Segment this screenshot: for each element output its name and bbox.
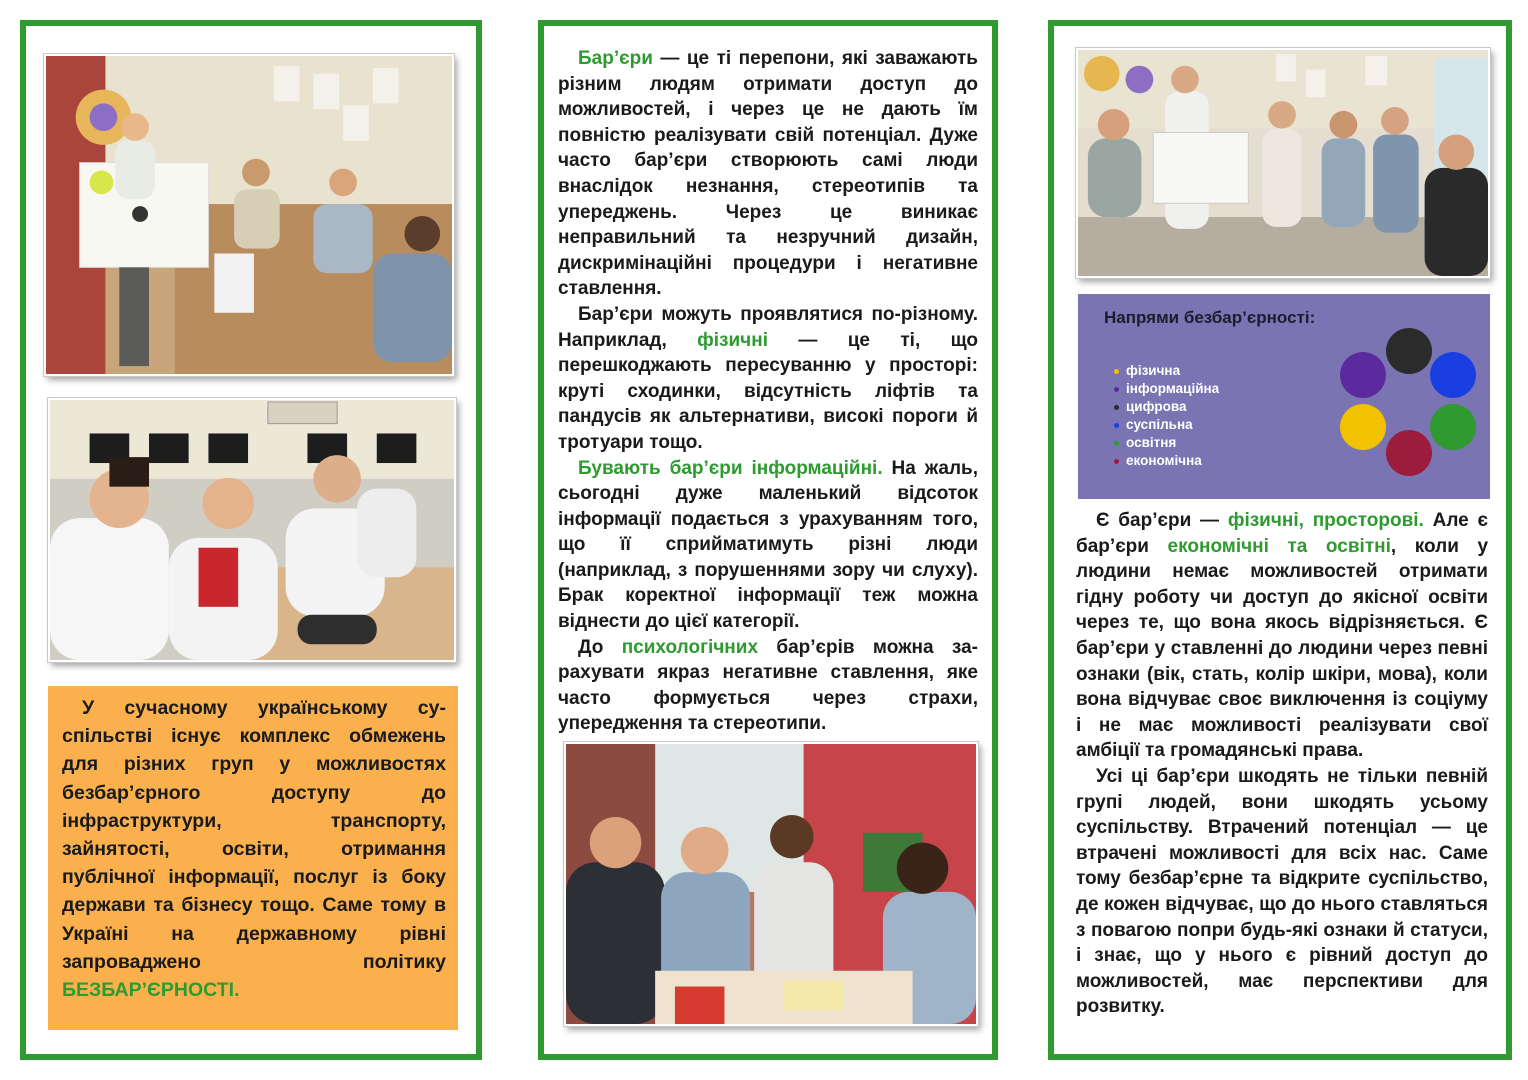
direction-item: інформаційна [1114,380,1219,398]
barrier-types-text [1076,508,1488,1020]
barriers-text [558,46,978,737]
bullet-icon [1114,441,1119,446]
physical-term: фізичні [697,329,768,351]
barrier-types-paragraph: Є бар’єри — фізичні, просторові. Але є бар’єри економічні та освітні, коли у людини немає можливостей отримати гідну роботу чи доступ до якісної освіти через те, що вона якось відрізняється. Є бар’єри у ставленні до людини через певні ознаки (вік, стать, колір шкіри, мова), коли вона відчуває своє виключення із соціуму і не має можливості реалізувати свої амбіції та громадянські права. [1076,510,1489,762]
psychological-barriers-paragraph: До психологічних бар’єрів можна зарахувати якраз негативне ставлення, яке часто формується через страхи, упередження та стереотипи. [558,636,978,735]
circle-informational-icon [1340,352,1386,398]
directions-title: Напрями безбар’єрності: [1104,308,1316,327]
direction-item: цифрова [1114,398,1219,416]
circle-societal-icon [1430,352,1476,398]
circle-digital-icon [1386,328,1432,374]
direction-item: економічна [1114,452,1219,470]
direction-item: освітня [1114,434,1219,452]
computer-class-photo [48,398,456,662]
intro-text-box [48,686,458,1030]
barriers-definition-paragraph [558,46,978,302]
psychological-term: психологічних [621,636,759,658]
barriers-definition: — це ті перепони, які заважають різним людям отримати доступ до можливостей, і через це не дають їм повністю реалізувати свій потенціал. Дуже часто бар’єри створюють самі люди внаслідок незнання, стереотипів та упереджень. Через це виникає неправильний та незручний дизайн, дискримінаційні процедури і негативне ставлення. [558,48,978,300]
information-barriers-paragraph: Бувають бар’єри інформаційні. На жаль, сьогодні дуже маленький відсоток інформації подається з урахуванням того, що її сприйматимуть різні люди (наприклад, з порушеннями зору чи слуху). Брак коректної інформації теж можна віднести до цієї категорії. [558,457,978,633]
circle-economic-icon [1386,430,1432,476]
circle-discussion-photo [1076,48,1490,278]
bezbarier-highlight: БЕЗБАР’ЄРНОСТІ. [62,979,240,1002]
accessibility-directions-infographic [1078,294,1490,499]
direction-item: суспільна [1114,416,1219,434]
bullet-icon [1114,369,1119,374]
bullet-icon [1114,459,1119,464]
information-term: Бувають бар’єри інформаційні. [578,457,883,479]
society-paragraph: Усі ці бар’єри шкодять не тільки певній групі людей, вони шкодять усьому суспільству. Втрачений потенціал — це втрачені можливості для всіх нас. Саме тому безбар’єрне та відкрите суспільство, де кожен відчуває, що до нього ставляться з повагою попри будь-які ознаки й статуси, і знає, що у нього є рівний доступ до можливостей, має перспективи для розвитку. [1076,765,1488,1018]
right-panel [1048,20,1512,1060]
intro-text: У сучасному українському суспільстві існує комплекс обмежень для різних груп у можливостях безбар’єрного доступу до інфраструктури, транспорту, зайнятості, освіти, отримання публічної інформації, послуг із боку держави та бізнесу тощо. Саме тому в Україні на державному рівні запроваджено політику [62,697,446,973]
bullet-icon [1114,387,1119,392]
directions-list [1114,362,1219,470]
middle-panel [538,20,998,1060]
circle-physical-icon [1340,404,1386,450]
physical-spatial-term: фізичні, просторові. [1227,510,1424,531]
circle-educational-icon [1430,404,1476,450]
bullet-icon [1114,423,1119,428]
workshop-group-photo [564,742,978,1026]
barriers-term: Бар’єри [578,48,653,69]
economic-educational-term: економічні та освітні [1167,535,1391,557]
bullet-icon [1114,405,1119,410]
classroom-presentation-photo [44,54,454,376]
direction-item: фізична [1114,362,1219,380]
physical-barriers-paragraph: Бар’єри можуть проявлятися по-різному. Наприклад, фізичні — це ті, що перешкоджають пересуванню у просторі: круті сходинки, відсутність ліфтів та пандусів як альтернативи, високі пороги й тротуари тощо. [558,303,978,453]
left-panel [20,20,482,1060]
